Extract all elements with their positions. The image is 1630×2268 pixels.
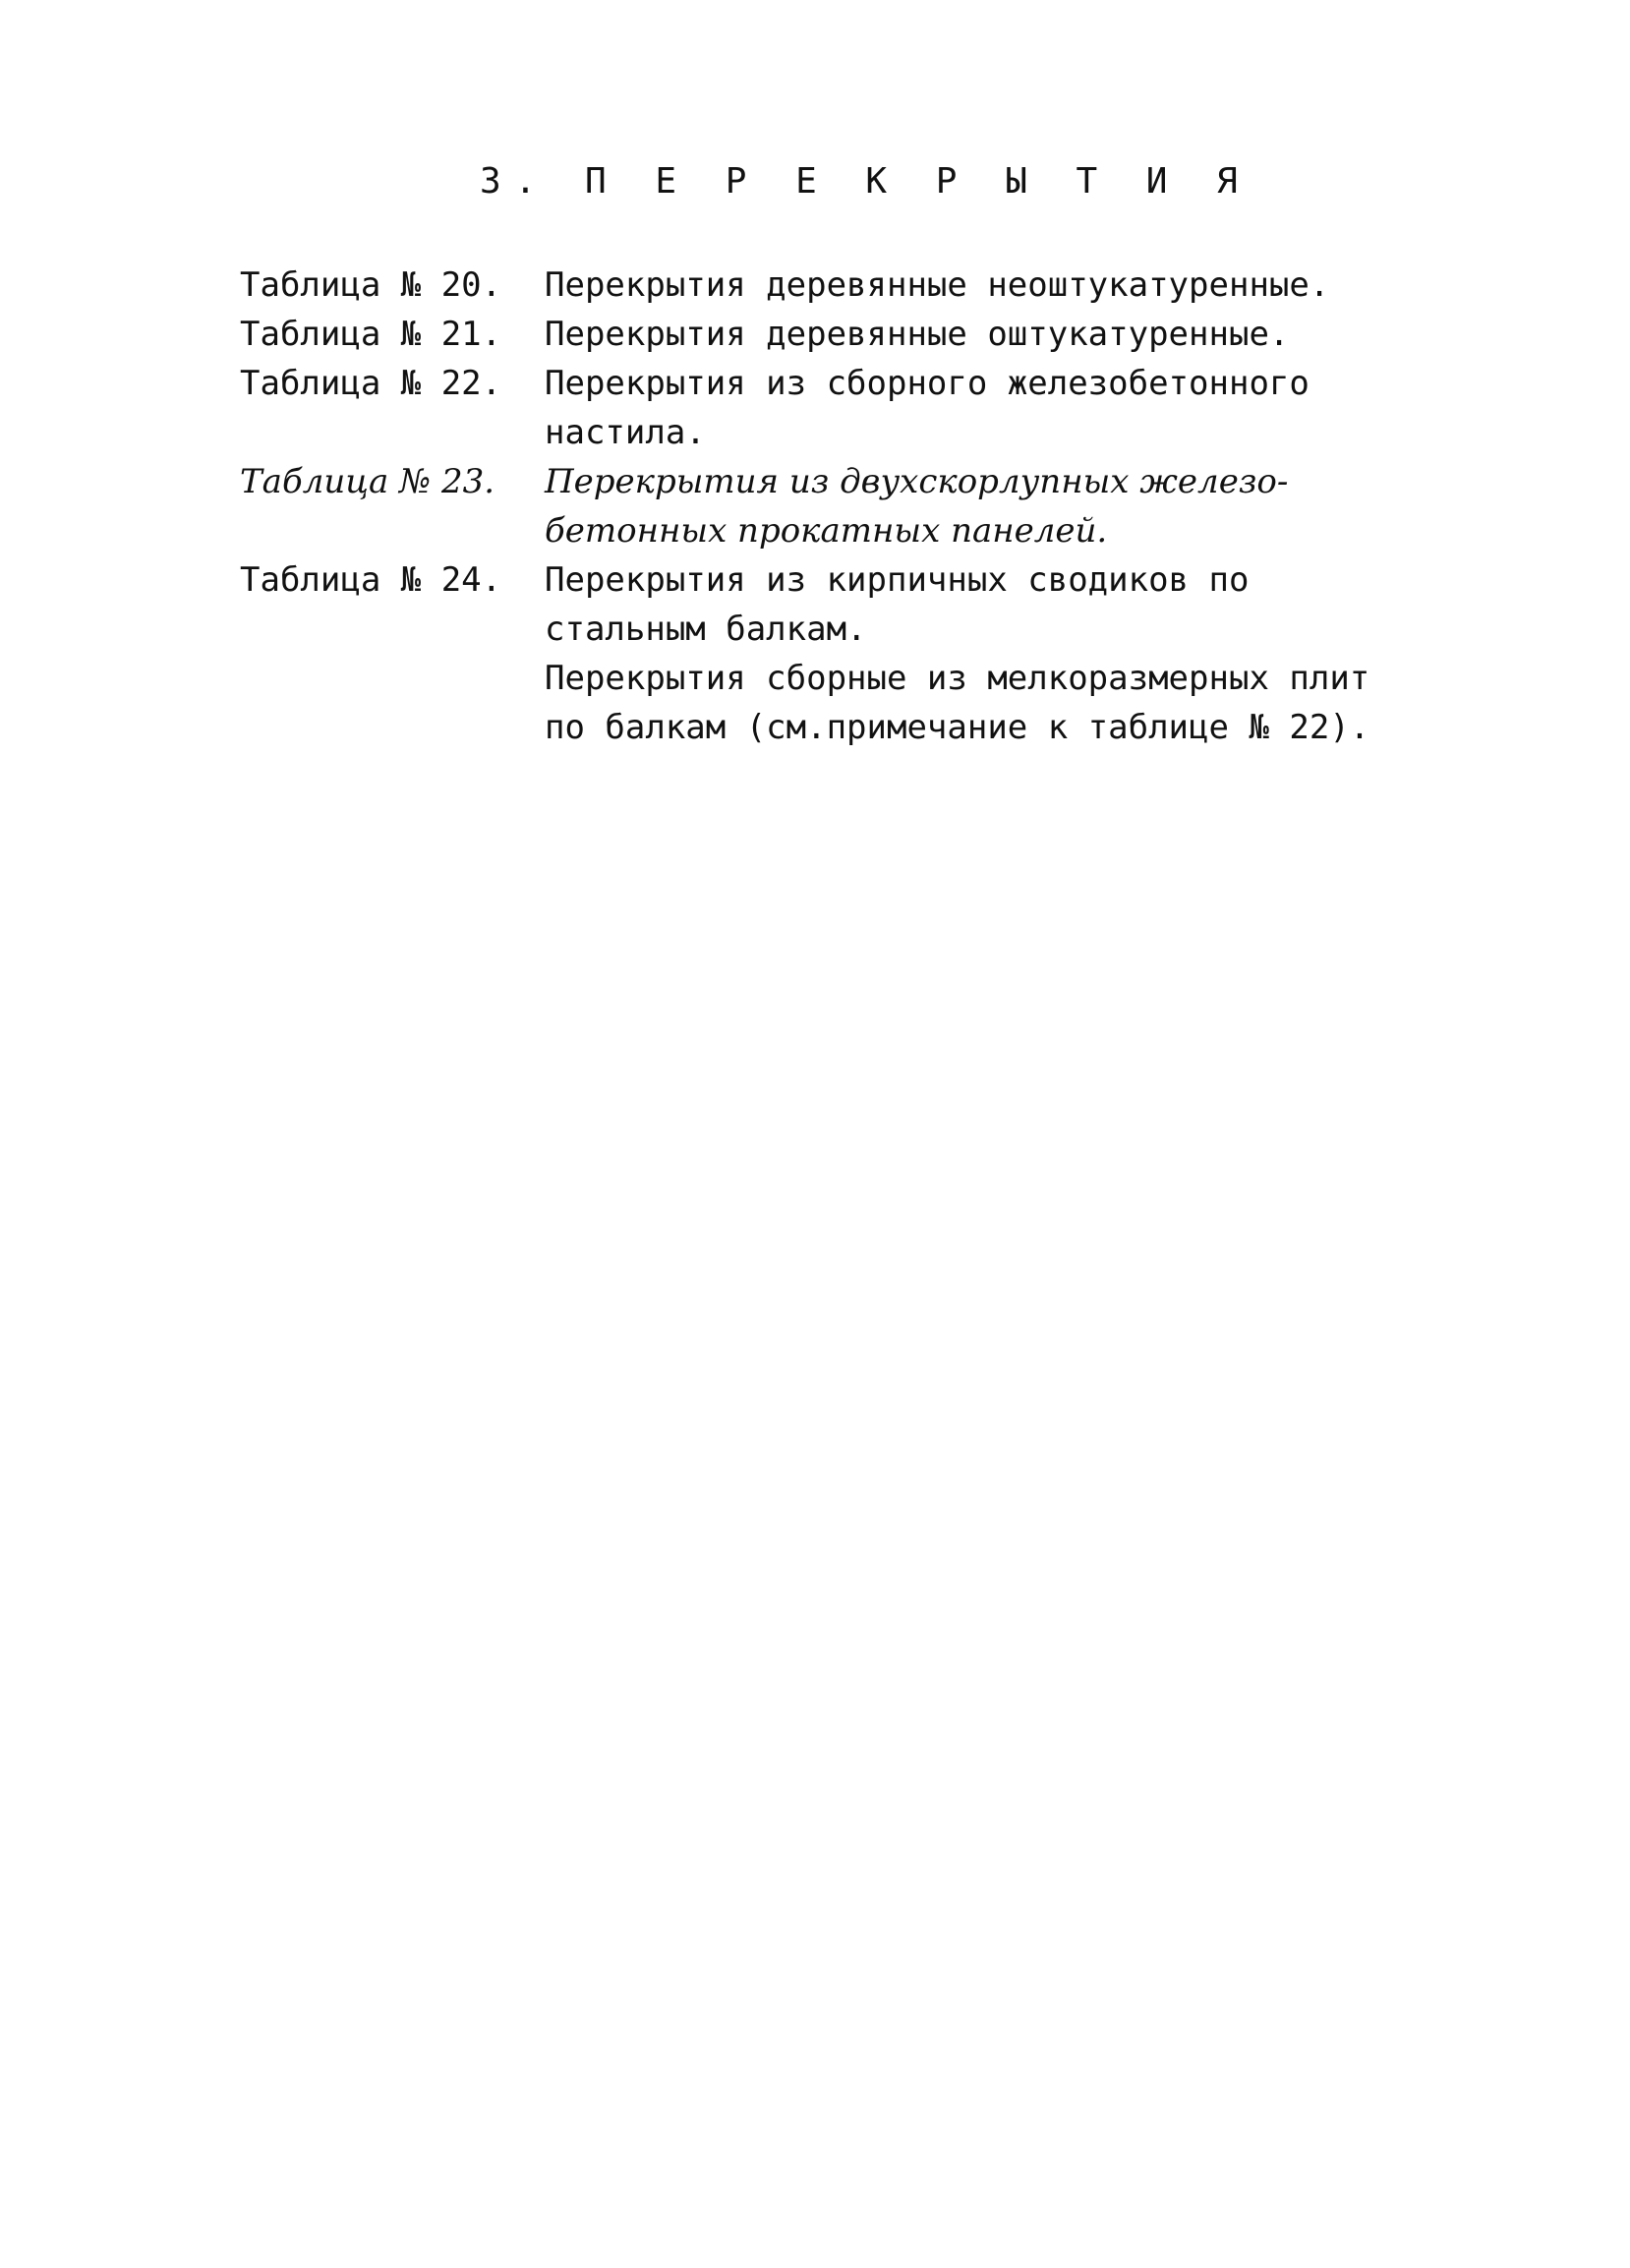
- toc-entry-20: [240, 261, 1518, 310]
- toc-description: [545, 310, 1518, 359]
- toc-entry-22: [240, 359, 1518, 457]
- toc-line: Перекрытия деревянные оштукатуренные.: [545, 315, 1290, 354]
- toc-label: Таблица № 24.: [240, 560, 502, 600]
- toc-label: Таблица № 21.: [240, 315, 502, 354]
- table-of-contents: [240, 261, 1518, 752]
- toc-label: Таблица № 23.: [240, 462, 495, 501]
- toc-label: Таблица № 20.: [240, 265, 502, 305]
- toc-label: Таблица № 22.: [240, 364, 502, 403]
- toc-description: [545, 359, 1518, 457]
- toc-line: Перекрытия из двухскорлупных железо-: [545, 462, 1289, 501]
- toc-line: по балкам (см.примечание к таблице № 22).: [545, 708, 1370, 747]
- toc-description: [545, 261, 1518, 310]
- section-title: 3. П Е Р Е К Р Ы Т И Я: [480, 161, 1252, 202]
- toc-line: стальным балкам.: [545, 610, 867, 649]
- toc-line: Перекрытия из сборного железобетонного: [545, 364, 1310, 403]
- toc-entry-24: [240, 555, 1518, 752]
- toc-line: Перекрытия из кирпичных сводиков по: [545, 560, 1250, 600]
- toc-line: бетонных прокатных панелей.: [545, 511, 1108, 551]
- toc-entry-23: [240, 457, 1518, 555]
- toc-entry-21: [240, 310, 1518, 359]
- toc-description: [545, 555, 1518, 752]
- toc-line: Перекрытия деревянные неоштукатуренные.: [545, 265, 1330, 305]
- toc-line: Перекрытия сборные из мелкоразмерных плит: [545, 659, 1370, 698]
- toc-description: [545, 457, 1518, 555]
- toc-line: настила.: [545, 413, 706, 452]
